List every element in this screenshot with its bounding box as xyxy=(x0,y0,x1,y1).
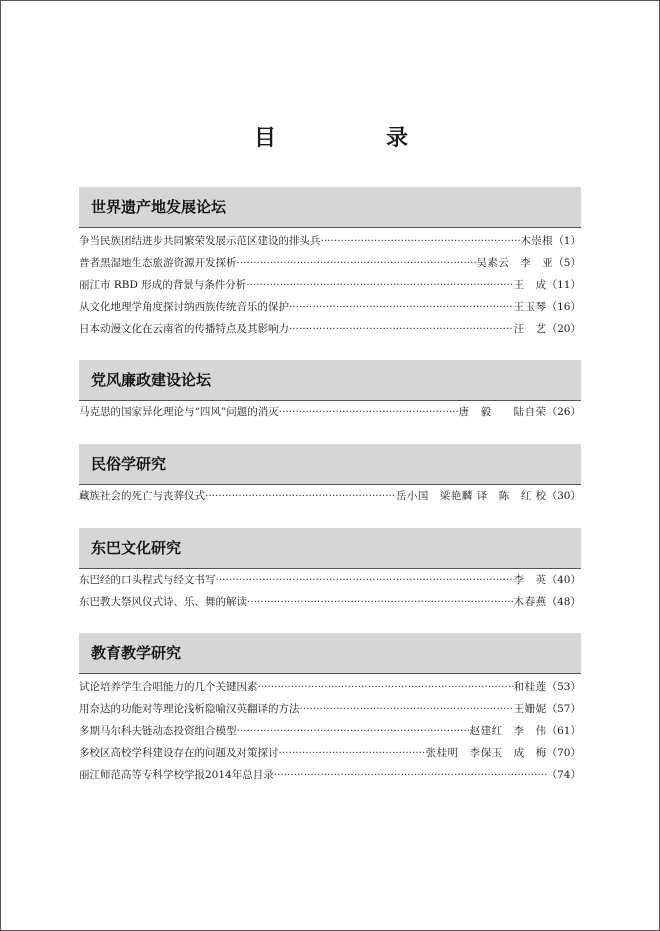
entry-page: （11） xyxy=(546,279,581,291)
section-rule xyxy=(79,227,581,228)
entry-authors: 吴素云 李 亚 xyxy=(476,257,554,269)
dot-leader xyxy=(300,701,514,717)
entry-title: 藏族社会的死亡与丧葬仪式 xyxy=(79,490,205,502)
entry-authors: 张桂明 李保玉 成 梅 xyxy=(425,747,547,759)
entry-page: （16） xyxy=(546,301,581,313)
entry-title: 试论培养学生合唱能力的几个关键因素 xyxy=(79,681,258,693)
toc-entry[interactable] xyxy=(79,299,581,315)
entry-title: 从文化地理学角度探讨纳西族传统音乐的保护 xyxy=(79,301,289,313)
toc-entry[interactable] xyxy=(79,745,581,761)
toc-entry[interactable] xyxy=(79,488,581,504)
dot-leader xyxy=(258,679,514,695)
entry-title: 马克思的国家异化理论与“四风”问题的消灭 xyxy=(79,406,279,418)
entry-title: 争当民族团结进步共同繁荣发展示范区建设的排头兵 xyxy=(79,235,321,247)
section-heading: 教育教学研究 xyxy=(79,633,581,673)
section-rule xyxy=(79,673,581,674)
dot-leader xyxy=(237,723,470,739)
entry-authors: 木崇根 xyxy=(520,235,554,247)
dot-leader xyxy=(216,572,514,588)
entry-title: 日本动漫文化在云南省的传播特点及其影响力 xyxy=(79,323,289,335)
dot-leader xyxy=(289,321,514,337)
toc-entry[interactable] xyxy=(79,572,581,588)
entry-title: 丽江市 RBD 形成的背景与条件分析 xyxy=(79,279,247,291)
toc-entry[interactable] xyxy=(79,233,581,249)
entry-authors: 赵建红 李 伟 xyxy=(469,725,547,737)
page-title: 目 录 xyxy=(253,125,452,151)
entry-page: （61） xyxy=(546,725,581,737)
entry-authors: 岳小国 梁艳麟 译 陈 红 校 xyxy=(395,490,547,502)
dot-leader xyxy=(274,767,547,783)
dot-leader xyxy=(321,233,521,249)
entry-title: 丽江师范高等专科学校学报2014年总目录 xyxy=(79,769,274,781)
section-rule xyxy=(79,484,581,485)
entry-authors: 王 成 xyxy=(513,279,547,291)
entry-page: （53） xyxy=(546,681,581,693)
entry-authors: 王玉琴 xyxy=(513,301,547,313)
toc-entry[interactable] xyxy=(79,321,581,337)
dot-leader xyxy=(205,488,396,504)
toc-entry[interactable] xyxy=(79,277,581,293)
dot-leader xyxy=(246,277,513,293)
entry-page: （30） xyxy=(546,490,581,502)
entry-authors: 汪 艺 xyxy=(513,323,547,335)
entry-authors: 王姗妮 xyxy=(513,703,547,715)
entry-page: （5） xyxy=(553,257,581,269)
entry-page: （20） xyxy=(546,323,581,335)
toc-entry[interactable] xyxy=(79,594,581,610)
section-heading: 民俗学研究 xyxy=(79,444,581,484)
section-heading: 世界遗产地发展论坛 xyxy=(79,187,581,227)
entry-title: 东巴经的口头程式与经文书写 xyxy=(79,574,216,586)
section-heading: 党风廉政建设论坛 xyxy=(79,360,581,400)
dot-leader xyxy=(279,404,459,420)
entry-authors: 李 英 xyxy=(513,574,547,586)
entry-page: （48） xyxy=(546,596,581,608)
entry-page: （74） xyxy=(546,769,581,781)
entry-title: 用奈达的功能对等理论浅析隐喻汉英翻译的方法 xyxy=(79,703,300,715)
entry-authors: 木春燕 xyxy=(513,596,547,608)
entry-page: （1） xyxy=(553,235,581,247)
entry-title: 普者黑湿地生态旅游资源开发探析 xyxy=(79,257,237,269)
entry-page: （40） xyxy=(546,574,581,586)
entry-title: 多期马尔科夫链动态投资组合模型 xyxy=(79,725,237,737)
entry-authors: 唐 毅 陆自荣 xyxy=(458,406,547,418)
toc-entry[interactable] xyxy=(79,723,581,739)
toc-entry[interactable] xyxy=(79,701,581,717)
section-heading: 东巴文化研究 xyxy=(79,528,581,568)
toc-entry[interactable] xyxy=(79,404,581,420)
dot-leader xyxy=(289,299,514,315)
entry-page: （57） xyxy=(546,703,581,715)
entry-authors: 和桂莲 xyxy=(513,681,547,693)
section-rule xyxy=(79,400,581,401)
toc-entry[interactable] xyxy=(79,255,581,271)
entry-title: 东巴教大祭风仪式诗、乐、舞的解读 xyxy=(79,596,247,608)
dot-leader xyxy=(237,255,477,271)
section-rule xyxy=(79,568,581,569)
toc-entry[interactable] xyxy=(79,767,581,783)
entry-page: （26） xyxy=(546,406,581,418)
toc-entry[interactable] xyxy=(79,679,581,695)
entry-title: 多校区高校学科建设存在的问题及对策探讨 xyxy=(79,747,279,759)
entry-page: （70） xyxy=(546,747,581,759)
dot-leader xyxy=(279,745,426,761)
dot-leader xyxy=(247,594,514,610)
